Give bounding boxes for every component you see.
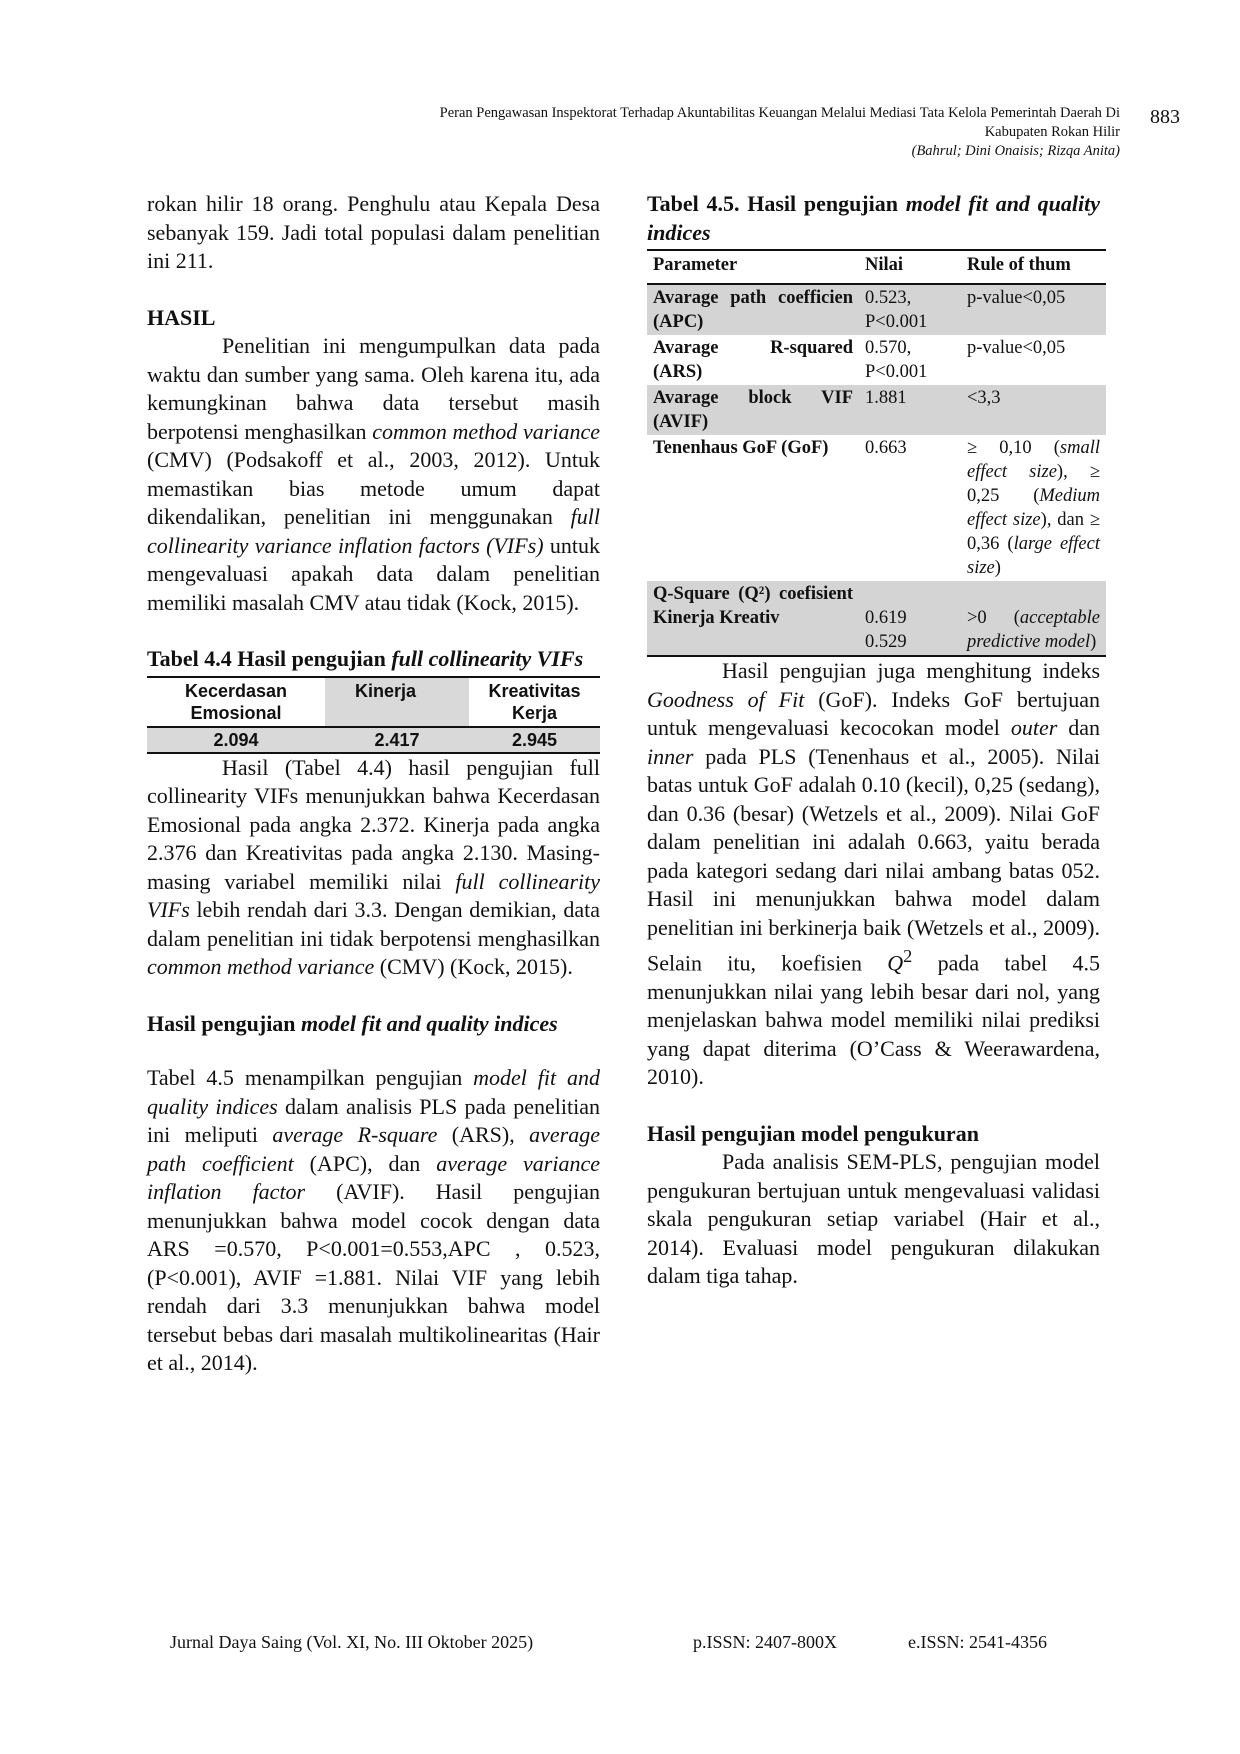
table-4-4-caption: Tabel 4.4 Hasil pengujian full collinearity VIFs <box>147 646 584 671</box>
measurement-paragraph: Pada analisis SEM-PLS, pengujian model pengukuran bertujuan untuk mengevaluasi validasi skala pengukuran setiap variabel (Hair et al., 2014). Evaluasi model pengukuran dilakukan dalam tiga tahap. <box>647 1149 1100 1289</box>
table-header-cell: Parameter <box>647 250 859 284</box>
table-row <box>147 727 600 753</box>
model-fit-heading: Hasil pengujian model fit and quality indices <box>147 1010 558 1036</box>
table-header-row <box>647 250 1106 284</box>
table-cell: 0.570, P<0.001 <box>865 338 928 382</box>
table-row <box>647 581 1106 656</box>
table-row <box>647 335 1106 385</box>
table-cell: >0 (acceptable predictive model) <box>961 581 1106 656</box>
table-cell: ≥ 0,10 (small effect size), ≥ 0,25 (Medium effect size), dan ≥ 0,36 (large effect size) <box>967 438 1100 578</box>
table-header-cell: Nilai <box>859 250 961 284</box>
table-row <box>647 435 1106 581</box>
footer-pissn: p.ISSN: 2407-800X <box>693 1632 838 1652</box>
model-fit-paragraph: Tabel 4.5 menampilkan pengujian model fit and quality indices dalam analisis PLS pada penelitian ini meliputi average R-square (ARS), average path coefficient (APC), dan average variance inflation factor (AVIF). Hasil pengujian menunjukkan bahwa model cocok dengan data ARS =0.570, P<0.001=0.553,APC , 0.523, (P<0.001), AVIF =1.881. Nilai VIF yang lebih rendah dari 3.3 menunjukkan bahwa model tersebut bebas dari masalah multikolinearitas (Hair et al., 2014). <box>147 1065 601 1375</box>
footer-eissn: e.ISSN: 2541-4356 <box>908 1632 1047 1652</box>
table-4-4-discussion: Hasil (Tabel 4.4) hasil pengujian full collinearity VIFs menunjukkan bahwa Kecerdasan Emosional pada angka 2.372. Kinerja pada angka 2.376 dan Kreativitas pada angka 2.130. Masing-masing variabel memiliki nilai full collinearity VIFs lebih rendah dari 3.3. Dengan demikian, data dalam penelitian ini tidak berpotensi menghasilkan common method variance (CMV) (Kock, 2015). <box>147 754 600 979</box>
table-row <box>647 284 1106 335</box>
table-cell: Tenenhaus GoF (GoF) <box>653 438 829 458</box>
page-number: 883 <box>1150 106 1180 128</box>
footer-journal: Jurnal Daya Saing (Vol. XI, No. III Oktober 2025) <box>170 1632 534 1652</box>
left-column <box>147 190 600 1378</box>
table-header-cell: Rule of thum <box>961 250 1106 284</box>
table-cell: 0.619 0.529 <box>859 581 961 656</box>
table-row <box>647 385 1106 435</box>
table-4-4 <box>147 676 600 754</box>
table-cell: <3,3 <box>961 385 1106 435</box>
measurement-heading: Hasil pengujian model pengukuran <box>647 1120 979 1146</box>
table-cell: Avarage path coefficien (APC) <box>647 284 859 335</box>
hasil-paragraph: Penelitian ini mengumpulkan data pada waktu dan sumber yang sama. Oleh karena itu, ada kemungkinan bahwa data tersebut masih berpotensi menghasilkan common method variance (CMV) (Podsakoff et al., 2003, 2012). Untuk memastikan bias metode umum dapat dikendalikan, penelitian ini menggunakan full collinearity variance inflation factors (VIFs) untuk mengevaluasi apakah data dalam penelitian memiliki masalah CMV atau tidak (Kock, 2015). <box>147 333 600 615</box>
table-cell: 2.945 <box>469 727 600 753</box>
table-header-cell: Kecerdasan Emosional <box>147 677 325 727</box>
header-title-line1: Peran Pengawasan Inspektorat Terhadap Akuntabilitas Keuangan Melalui Mediasi Tata Kelola Pemerintah Daerah Di <box>439 105 1120 121</box>
header-title-line2: Kabupaten Rokan Hilir <box>984 124 1120 140</box>
running-header <box>150 104 1180 164</box>
table-cell: Q-Square (Q²) coefisient Kinerja Kreativ <box>647 581 859 656</box>
table-4-5 <box>647 249 1106 657</box>
table-header-cell: Kinerja <box>325 677 469 727</box>
intro-paragraph: rokan hilir 18 orang. Penghulu atau Kepala Desa sebanyak 159. Jadi total populasi dalam penelitian ini 211. <box>147 191 600 273</box>
right-column <box>647 190 1100 1291</box>
table-cell: 0.523, P<0.001 <box>859 284 961 335</box>
table-header-row <box>147 677 600 727</box>
table-cell: p-value<0,05 <box>961 284 1106 335</box>
table-cell: 1.881 <box>859 385 961 435</box>
table-cell: Avarage block VIF (AVIF) <box>647 385 859 435</box>
hasil-heading: HASIL <box>147 304 216 330</box>
gof-paragraph: Hasil pengujian juga menghitung indeks Goodness of Fit (GoF). Indeks GoF bertujuan untuk mengevaluasi kecocokan model outer dan inner pada PLS (Tenenhaus et al., 2005). Nilai batas untuk GoF adalah 0.10 (kecil), 0,25 (sedang), dan 0.36 (besar) (Wetzels et al., 2009). Nilai GoF dalam penelitian ini adalah 0.663, yaitu berada pada kategori sedang dari nilai ambang batas 052. Hasil ini menunjukkan bahwa model dalam penelitian ini berkinerja baik (Wetzels et al., 2009). Selain itu, koefisien $Q^2$ pada tabel 4.5 menunjukkan nilai yang lebih besar dari nol, yang menjelaskan bahwa model memiliki nilai prediksi yang dapat diterima (O’Cass & Weerawardena, 2010). <box>647 658 1100 1090</box>
table-cell: 2.417 <box>325 727 469 753</box>
table-cell: 2.094 <box>147 727 325 753</box>
table-cell: p-value<0,05 <box>967 338 1066 358</box>
table-4-5-caption: Tabel 4.5. Hasil pengujian model fit and quality indices <box>647 191 1100 245</box>
table-cell: 0.663 <box>865 438 907 458</box>
table-header-cell: Kreativitas Kerja <box>469 677 600 727</box>
header-text <box>220 104 1120 161</box>
table-cell: Avarage R-squared (ARS) <box>653 338 853 382</box>
header-authors: (Bahrul; Dini Onaisis; Rizqa Anita) <box>911 143 1120 159</box>
